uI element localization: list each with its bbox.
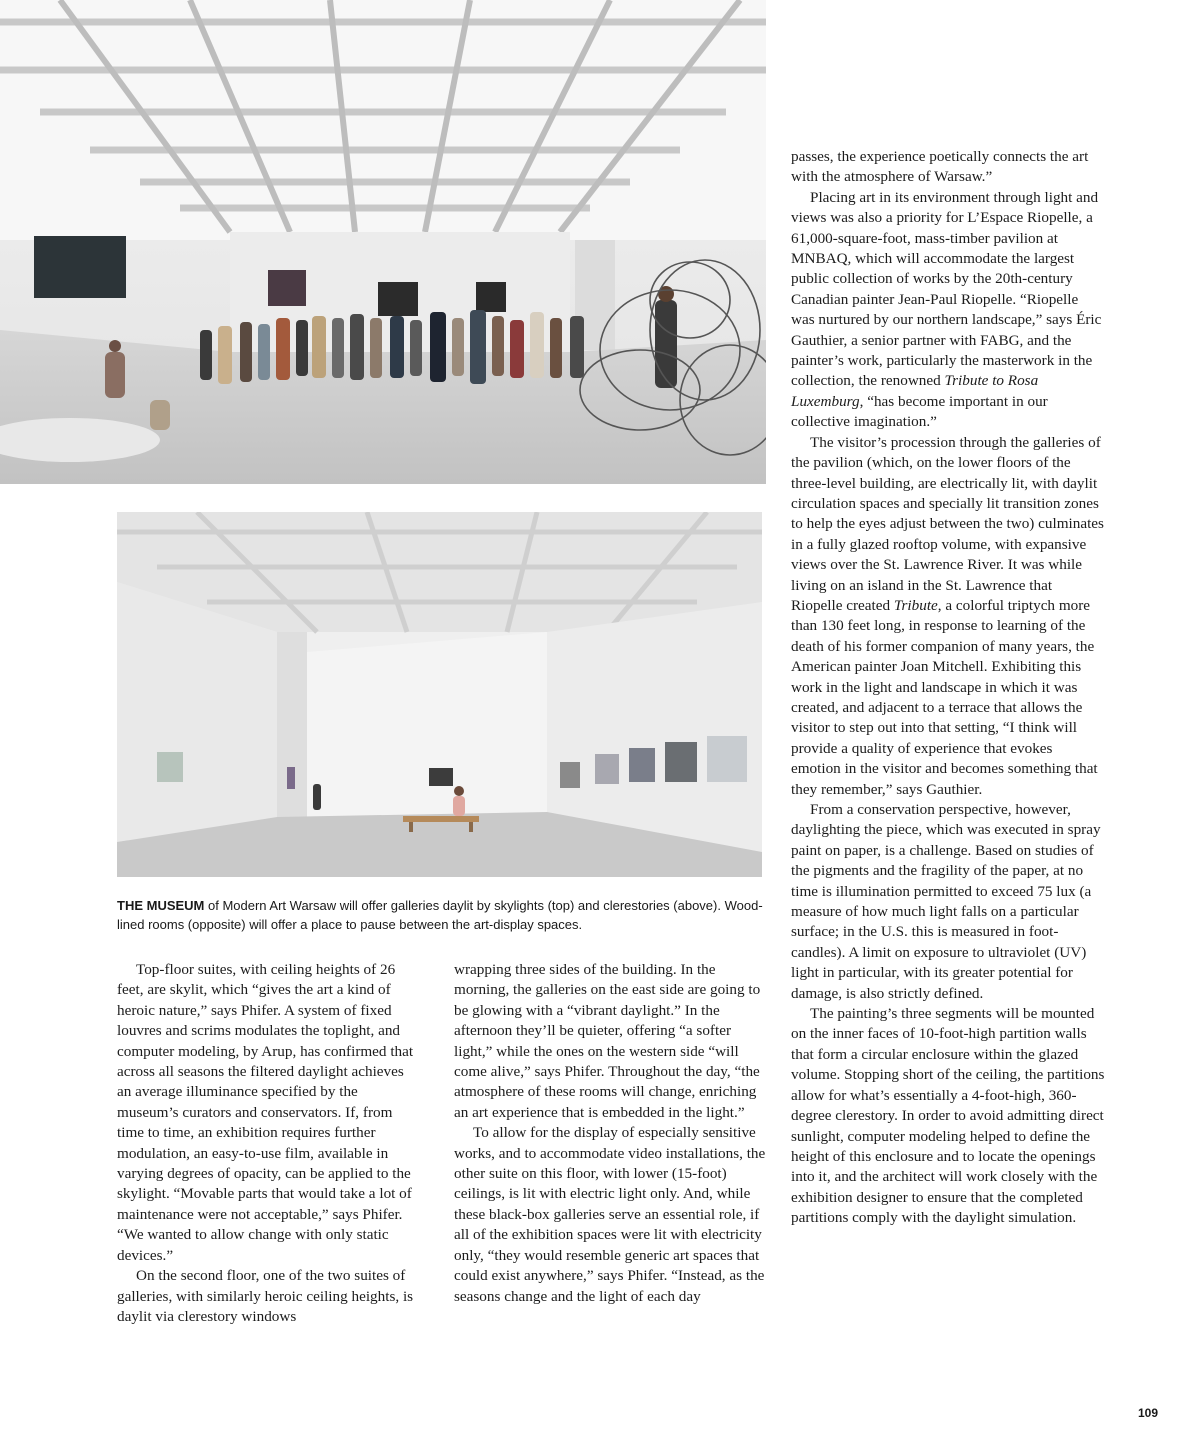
article-column-right xyxy=(791,147,1105,1229)
artwork-title: Tribute xyxy=(893,596,938,614)
paragraph-text: , a colorful triptych more than 130 feet long, in response to learning of the death of his former companion of many years, the American painter Joan Mitchell. Exhibiting this work in the light and landscape in which it was created, and adjacent to a terrace that allows the visitor to step out into that setting, “I think will provide a quality of experience that evokes emotion in the visitor and becomes something that they remember,” says Gauthier. xyxy=(791,596,1098,798)
caption-text: of Modern Art Warsaw will offer galleries daylit by skylights (top) and clerestories (above). Wood-lined rooms (opposite) will offer a place to pause between the art-display spaces. xyxy=(117,898,763,932)
paragraph: Top-floor suites, with ceiling heights of 26 feet, are skylit, which “gives the art a kind of heroic nature,” says Phifer. A system of fixed louvres and scrims modulates the toplight, and computer modeling, by Arup, has confirmed that across all seasons the filtered daylight achieves an average illuminance specified by the museum’s curators and conservators. If, from time to time, an exhibition requires further modulation, an easy-to-use film, available in varying degrees of opacity, can be applied to the skylight. “Movable parts that would take a lot of maintenance were not acceptable,” says Phifer. “We wanted to allow change with only static devices.” xyxy=(117,961,414,1264)
artwork-title: Tribute to Rosa Luxemburg xyxy=(791,372,1039,410)
paragraph: The painting’s three segments will be mounted on the inner faces of 10-foot-high partition walls that form a circular enclosure within the glazed volume. Stopping short of the ceiling, the partitions allow for what’s essentially a 4-foot-high, 360-degree clerestory. In order to avoid admitting direct sunlight, computer modeling helped to define the height of this enclosure and to locate the openings into it, and the architect will work closely with the exhibition designer to ensure that the completed partitions comply with the daylight simulation. xyxy=(791,1005,1105,1227)
paragraph-text: , “has become important in our collective imagination.” xyxy=(791,392,1048,431)
paragraph: wrapping three sides of the building. In the morning, the galleries on the east side are going to be glowing with a “vibrant daylight.” In the afternoon they’ll be quieter, offering “a softer light,” while the ones on the western side “will come alive,” says Phifer. Throughout the day, “the atmosphere of these rooms will change, enriching an art experience that is embedded in the light.” xyxy=(454,961,761,1121)
paragraph: On the second floor, one of the two suites of galleries, with similarly heroic ceiling heights, is daylit via clerestory windows xyxy=(117,1267,414,1325)
caption-lead: THE MUSEUM xyxy=(117,898,205,913)
paragraph xyxy=(791,433,1105,800)
photo-caption xyxy=(117,897,767,934)
paragraph: From a conservation perspective, however, daylighting the piece, which was executed in spray paint on paper, is a challenge. Based on studies of the pigments and the fragility of the paper, at no time is illumination permitted to exceed 75 lux (a measure of how much light falls on a particular surface; in the U.S. this is measured in foot-candles). A limit on exposure to ultraviolet (UV) light in particular, with its greater potential for damage, is also strictly defined. xyxy=(791,801,1101,1002)
paragraph-text: The visitor’s procession through the galleries of the pavilion (which, on the lower floors of the three-level building, are electrically lit, with daylit circulation spaces and specially lit transition zones to help the eyes adjust between the two) culminates in a fully glazed rooftop volume, with expansive views over the St. Lawrence River. It was while living on an island in the St. Lawrence that Riopelle created xyxy=(791,433,1104,614)
article-column-left xyxy=(117,960,419,1327)
paragraph xyxy=(791,188,1105,433)
paragraph: passes, the experience poetically connects the art with the atmosphere of Warsaw.” xyxy=(791,148,1089,186)
photo-clerestory-gallery xyxy=(117,512,762,877)
paragraph: To allow for the display of especially sensitive works, and to accommodate video installations, the other suite on this floor, with lower (15-foot) ceilings, is lit with electric light only. And, while these black-box galleries serve an essential role, if all of the exhibition spaces were lit with electricity only, “they would resemble generic art spaces that could exist anywhere,” says Phifer. “Instead, as the seasons change and the light of each day xyxy=(454,1124,766,1305)
paragraph-text: Placing art in its environment through light and views was also a priority for L’Espace Riopelle, a 61,000-square-foot, mass-timber pavilion at MNBAQ, which will accommodate the largest public collection of works by the 20th-century Canadian painter Jean-Paul Riopelle. “Riopelle was nurtured by our northern landscape,” says Éric Gauthier, a senior partner with FABG, and the painter’s work, particularly the masterwork in the collection, the renowned xyxy=(791,188,1102,390)
article-column-middle xyxy=(454,960,766,1307)
page-number: 109 xyxy=(1138,1406,1159,1420)
photo-skylit-gallery xyxy=(0,0,766,484)
